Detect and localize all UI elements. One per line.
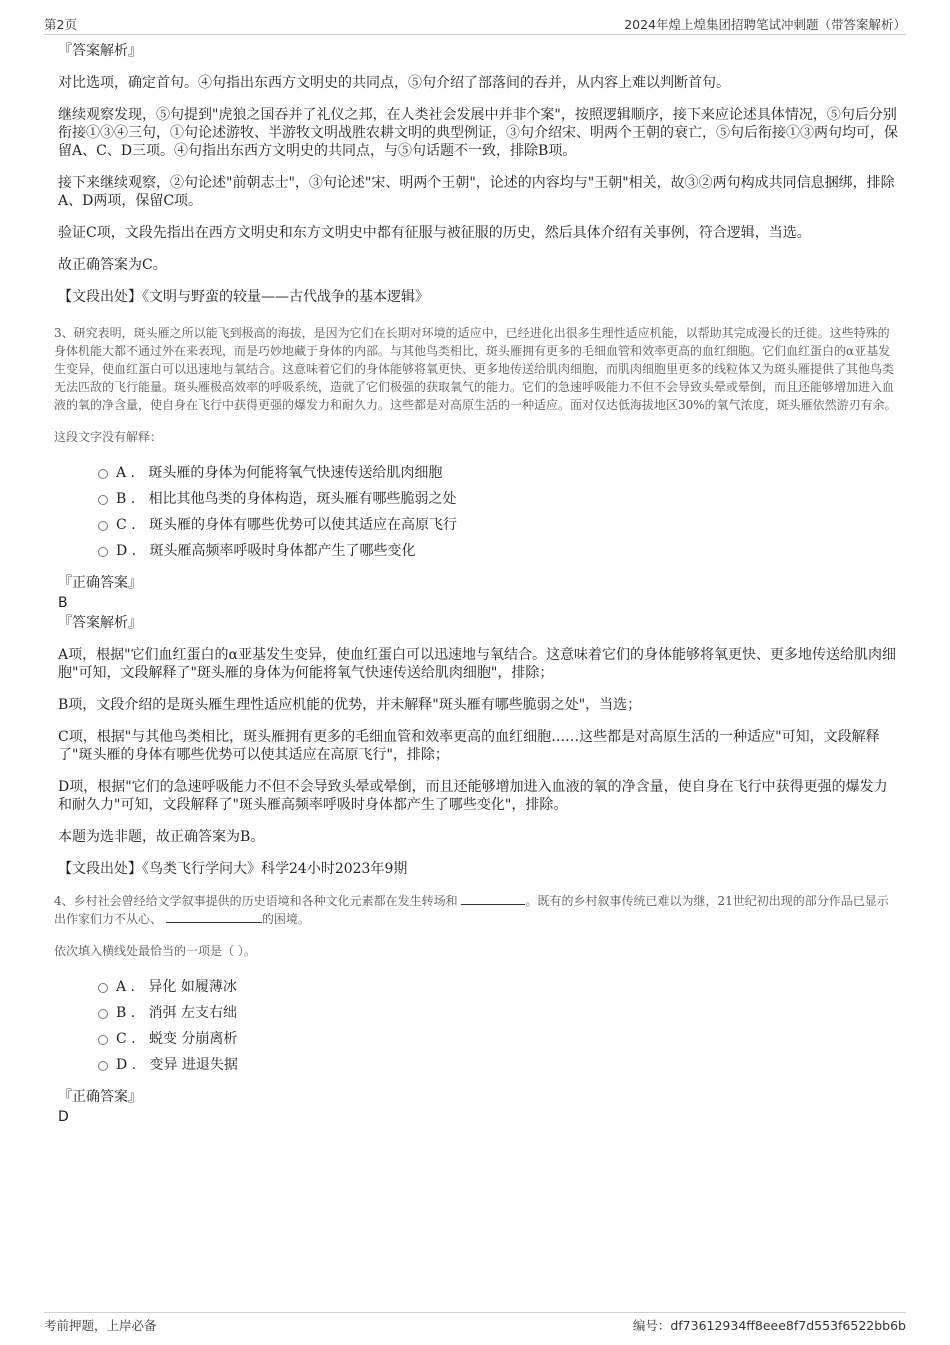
q2-analysis-paragraph: 验证C项，文段先指出在西方文明史和东方文明史中都有征服与被征服的历史，然后具体介绍有关事例，符合逻辑，当选。 (58, 225, 811, 241)
option-letter: C . (116, 517, 136, 533)
q4-option-a[interactable] (98, 978, 899, 1004)
q4-option-c[interactable] (98, 1030, 899, 1056)
option-letter: B . (116, 491, 136, 507)
option-text: 蜕变 分崩离析 (148, 1031, 238, 1047)
q4-options (98, 978, 899, 1082)
q4-blank-2 (166, 910, 262, 923)
q3-analysis-paragraph: B项，文段介绍的是斑头雁生理性适应机能的优势，并未解释"斑头雁有哪些脆弱之处"，当选； (58, 697, 642, 713)
option-letter: A . (116, 465, 136, 481)
q3-options (98, 464, 899, 568)
q3-option-a[interactable] (98, 464, 899, 490)
q3-stem: 3、研究表明，斑头雁之所以能飞到极高的海拔，是因为它们在长期对环境的适应中，已经进化出很多生理性适应机能，以帮助其完成漫长的迁徙。这些特殊的身体机能大都不通过外在来表现，而是巧妙地藏于身体的内部。与其他鸟类相比，斑头雁拥有更多的毛细血管和效率更高的血红细胞。它们血红蛋白的α亚基发生变异，使血红蛋白可以迅速地与氧结合。这意味着它们的身体能够将氧更快、更多地传送给肌肉细胞，而肌肉细胞里更多的线粒体又为斑头雁提供了其他鸟类无法匹敌的飞行能量。斑头雁极高效率的呼吸系统，造就了它们极强的获取氧气的能力。它们的急速呼吸能力不但不会导致头晕或晕倒，而且还能够增加进入血液的氧的净含量，使自身在飞行中获得更强的爆发力和耐久力。这些都是对高原生活的一种适应。面对仅达低海拔地区30%的氧气浓度，斑头雁依然游刃有余。 (54, 326, 897, 412)
radio-button[interactable] (98, 1035, 108, 1045)
radio-button[interactable] (98, 521, 108, 531)
q3-analysis-paragraph: 本题为选非题，故正确答案为B。 (58, 829, 265, 845)
q4-option-d[interactable] (98, 1056, 899, 1082)
q2-source: 【文段出处】《文明与野蛮的较量——古代战争的基本逻辑》 (58, 289, 429, 305)
q3-option-b[interactable] (98, 490, 899, 516)
radio-button[interactable] (98, 1061, 108, 1071)
radio-button[interactable] (98, 469, 108, 479)
q4-correct-label: 『正确答案』 (58, 1089, 142, 1105)
option-letter: D . (116, 543, 137, 559)
option-letter: B . (116, 1005, 136, 1021)
q2-analysis-paragraph: 继续观察发现，⑤句提到"虎狼之国吞并了礼仪之邦，在人类社会发展中并非个案"，按照逻辑顺序，接下来应论述具体情况，⑤句后分别衔接①③④三句，①句论述游牧、半游牧文明战胜农耕文明的典型例证，③句介绍宋、明两个王朝的衰亡，⑤句后衔接①③两句均可，保留A、C、D三项。④句指出东西方文明史的共同点，与⑤句话题不一致，排除B项。 (58, 107, 898, 159)
q4-option-b[interactable] (98, 1004, 899, 1030)
q2-analysis-paragraph: 对比选项，确定首句。④句指出东西方文明史的共同点，⑤句介绍了部落间的吞并，从内容上难以判断首句。 (58, 75, 730, 91)
radio-button[interactable] (98, 1009, 108, 1019)
q2-analysis-paragraph: 接下来继续观察，②句论述"前朝志士"，③句论述"宋、明两个王朝"，论述的内容均与"王朝"相关，故③②两句构成共同信息捆绑，排除A、D两项，保留C项。 (58, 175, 895, 209)
q2-analysis-label: 『答案解析』 (58, 43, 142, 59)
option-letter: A . (116, 979, 136, 995)
option-text: 消弭 左支右绌 (148, 1005, 238, 1021)
q3-option-d[interactable] (98, 542, 899, 568)
q3-correct-label: 『正确答案』 (58, 575, 142, 591)
option-text: 变异 进退失据 (149, 1057, 238, 1073)
document-id: 编号：df73612934ff8eee8f7d553f6522bb6b (632, 1318, 906, 1333)
q3-correct-answer: B (58, 595, 68, 611)
option-letter: D . (116, 1057, 137, 1073)
q3-analysis-label: 『答案解析』 (58, 615, 142, 631)
document-body (54, 42, 899, 1128)
option-text: 斑头雁的身体有哪些优势可以使其适应在高原飞行 (148, 517, 457, 533)
radio-button[interactable] (98, 495, 108, 505)
option-letter: C . (116, 1031, 136, 1047)
q3-prompt: 这段文字没有解释： (54, 430, 163, 444)
q4-stem-part2: 。既有的乡村叙事传统已难以为继，21世纪初出现的部分作品已显示出作家们力不从心、 (54, 894, 889, 926)
document-title: 2024年煌上煌集团招聘笔试冲刺题（带答案解析） (624, 17, 906, 32)
option-text: 异化 如履薄冰 (148, 979, 237, 995)
page-number: 第2页 (44, 17, 77, 32)
q4-blank-1 (461, 892, 525, 905)
radio-button[interactable] (98, 983, 108, 993)
q4-stem-part3: 的困境。 (261, 912, 310, 926)
q4-prompt: 依次填入横线处最恰当的一项是（ ）。 (54, 944, 256, 958)
q4-stem-part1: 4、乡村社会曾经给文学叙事提供的历史语境和各种文化元素都在发生转场和 (54, 894, 458, 908)
option-text: 相比其他鸟类的身体构造，斑头雁有哪些脆弱之处 (148, 491, 457, 507)
q3-analysis-paragraph: A项，根据"它们血红蛋白的α亚基发生变异，使血红蛋白可以迅速地与氧结合。这意味着它们的身体能够将氧更快、更多地传送给肌肉细胞"可知，文段解释了"斑头雁的身体为何能将氧气快速传送给肌肉细胞"，排除； (58, 647, 897, 681)
q4-stem (54, 892, 899, 928)
q3-analysis-paragraph: D项，根据"它们的急速呼吸能力不但不会导致头晕或晕倒，而且还能够增加进入血液的氧的净含量，使自身在飞行中获得更强的爆发力和耐久力"可知，文段解释了"斑头雁高频率呼吸时身体都产生了哪些变化"，排除。 (58, 779, 888, 813)
radio-button[interactable] (98, 547, 108, 557)
q4-correct-answer: D (58, 1109, 69, 1125)
option-text: 斑头雁高频率呼吸时身体都产生了哪些变化 (149, 543, 416, 559)
q3-option-c[interactable] (98, 516, 899, 542)
q3-analysis-paragraph: C项，根据"与其他鸟类相比，斑头雁拥有更多的毛细血管和效率更高的血红细胞……这些都是对高原生活的一种适应"可知，文段解释了"斑头雁的身体有哪些优势可以使其适应在高原飞行"，排除； (58, 729, 880, 763)
option-text: 斑头雁的身体为何能将氧气快速传送给肌肉细胞 (148, 465, 443, 481)
footer-slogan: 考前押题，上岸必备 (44, 1318, 157, 1333)
page-header (44, 12, 906, 35)
page-footer (44, 1312, 906, 1337)
q3-source: 【文段出处】《鸟类飞行学问大》科学24小时2023年9期 (58, 861, 408, 877)
q2-analysis-paragraph: 故正确答案为C。 (58, 257, 167, 273)
